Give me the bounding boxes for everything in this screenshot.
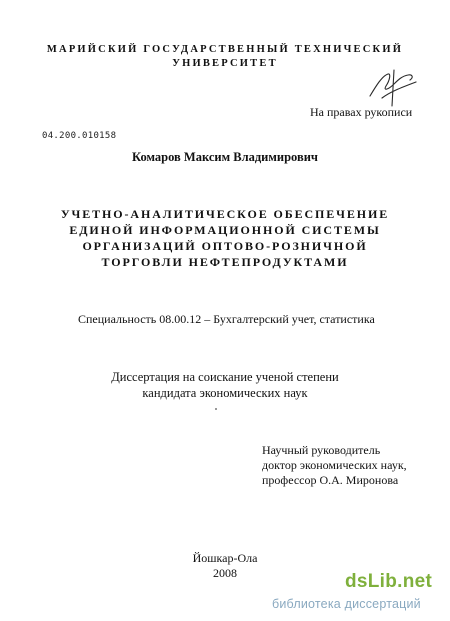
university-name-line2: УНИВЕРСИТЕТ bbox=[172, 58, 278, 69]
advisor-name: профессор О.А. Миронова bbox=[262, 473, 399, 487]
dissertation-title-line: ОРГАНИЗАЦИЙ ОПТОВО-РОЗНИЧНОЙ bbox=[82, 239, 368, 253]
registration-stamp-number: 04.200.010158 bbox=[42, 131, 117, 141]
dissertation-title-line: УЧЕТНО-АНАЛИТИЧЕСКОЕ ОБЕСПЕЧЕНИЕ bbox=[60, 207, 390, 221]
degree-statement-line2: кандидата экономических наук bbox=[142, 386, 308, 400]
dissertation-title-line: ТОРГОВЛИ НЕФТЕПРОДУКТАМИ bbox=[101, 255, 349, 269]
watermark-subtitle: библиотека диссертаций bbox=[272, 597, 421, 611]
manuscript-rights-note: На правах рукописи bbox=[310, 105, 413, 119]
dissertation-title-line: ЕДИНОЙ ИНФОРМАЦИОННОЙ СИСТЕМЫ bbox=[69, 223, 381, 237]
handwritten-signature bbox=[364, 66, 420, 108]
scan-speck bbox=[215, 408, 217, 410]
author-name: Комаров Максим Владимирович bbox=[132, 150, 318, 164]
specialty-line: Специальность 08.00.12 – Бухгалтерский учет, статистика bbox=[78, 312, 375, 326]
year: 2008 bbox=[213, 566, 237, 580]
degree-statement-line1: Диссертация на соискание ученой степени bbox=[111, 370, 339, 384]
watermark-logo: dsLib.net bbox=[345, 571, 433, 592]
university-name-line1: МАРИЙСКИЙ ГОСУДАРСТВЕННЫЙ ТЕХНИЧЕСКИЙ bbox=[46, 44, 404, 55]
city: Йошкар-Ола bbox=[192, 551, 258, 565]
advisor-degree: доктор экономических наук, bbox=[262, 458, 407, 472]
advisor-label: Научный руководитель bbox=[262, 443, 381, 457]
